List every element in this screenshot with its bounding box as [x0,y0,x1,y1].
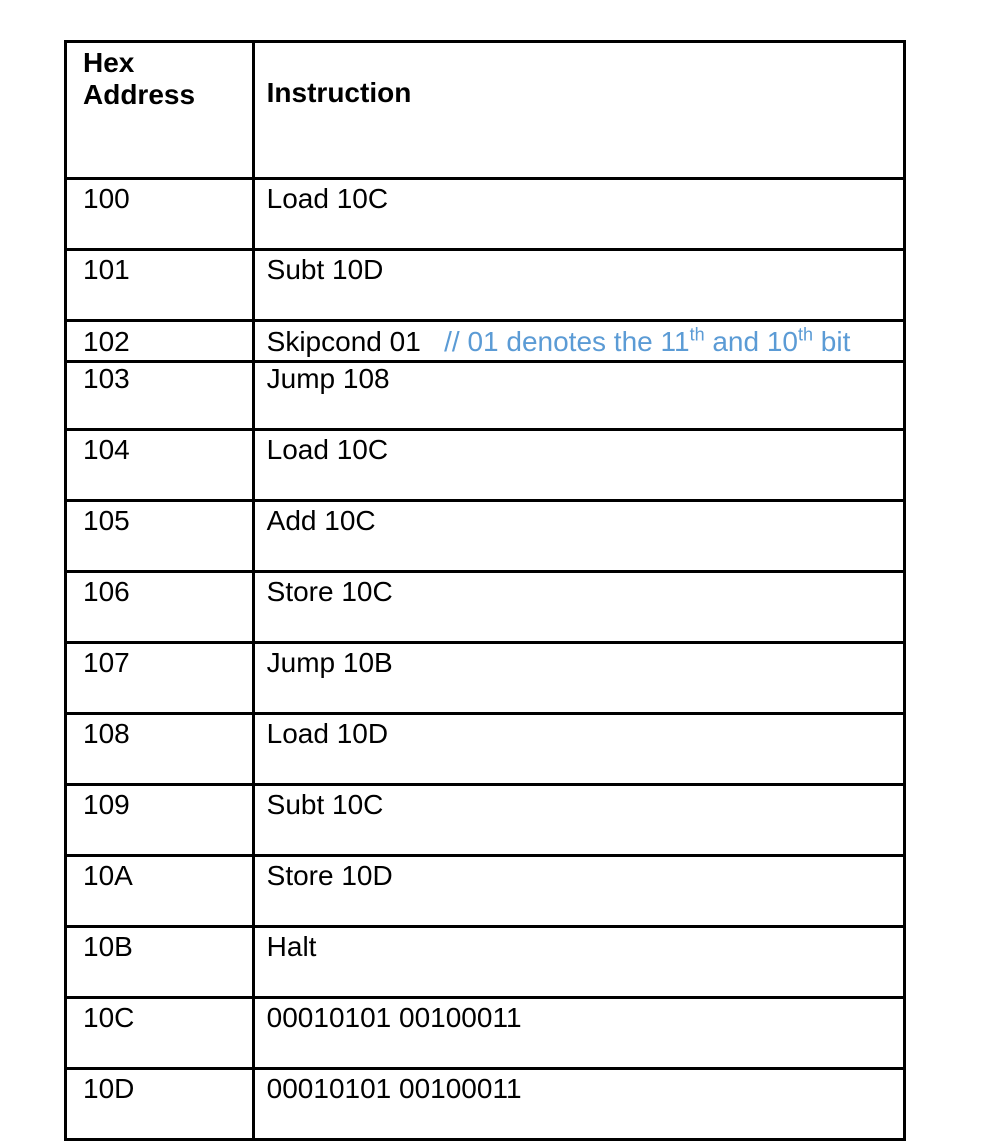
table-row [66,643,905,714]
address-cell: 101 [66,250,254,321]
address-cell: 107 [66,643,254,714]
table-row [66,1069,905,1140]
address-cell: 100 [66,179,254,250]
instruction-cell: Store 10D [253,856,904,927]
table-row [66,250,905,321]
program-table [64,40,906,1141]
instruction-cell: Jump 10B [253,643,904,714]
address-cell: 10C [66,998,254,1069]
instruction-cell: Load 10C [253,179,904,250]
address-cell: 105 [66,501,254,572]
code-comment [429,326,851,357]
comment-part: and 10 [704,326,798,357]
table-row [66,179,905,250]
instruction-cell: Load 10C [253,430,904,501]
table-row [66,856,905,927]
address-cell: 103 [66,362,254,430]
instruction-cell: 00010101 00100011 [253,1069,904,1140]
header-instruction: Instruction [253,42,904,179]
instruction-cell: 00010101 00100011 [253,998,904,1069]
instruction-cell [253,321,904,362]
address-cell: 106 [66,572,254,643]
header-address-line-2: Address [83,79,196,110]
comment-superscript: th [798,324,814,345]
instruction-cell: Store 10C [253,572,904,643]
table-row [66,430,905,501]
instruction-cell: Subt 10C [253,785,904,856]
header-hex-address [66,42,254,179]
comment-part: bit [813,326,851,357]
instruction-cell: Jump 108 [253,362,904,430]
instruction-cell: Add 10C [253,501,904,572]
table-row [66,362,905,430]
table-row [66,501,905,572]
instruction-cell: Halt [253,927,904,998]
table-row [66,785,905,856]
table-row [66,998,905,1069]
address-cell: 104 [66,430,254,501]
table-row [66,572,905,643]
address-cell: 109 [66,785,254,856]
instruction-text: Skipcond 01 [266,326,421,357]
address-cell: 10D [66,1069,254,1140]
table-row [66,714,905,785]
address-cell: 10A [66,856,254,927]
table-header-row [66,42,905,179]
instruction-cell: Subt 10D [253,250,904,321]
table-row [66,321,905,362]
comment-part: // 01 denotes the 11 [444,326,690,357]
comment-superscript: th [689,324,705,345]
instruction-cell: Load 10D [253,714,904,785]
header-address-line-1: Hex [83,47,135,78]
address-cell: 102 [66,321,254,362]
table-row [66,927,905,998]
address-cell: 10B [66,927,254,998]
address-cell: 108 [66,714,254,785]
